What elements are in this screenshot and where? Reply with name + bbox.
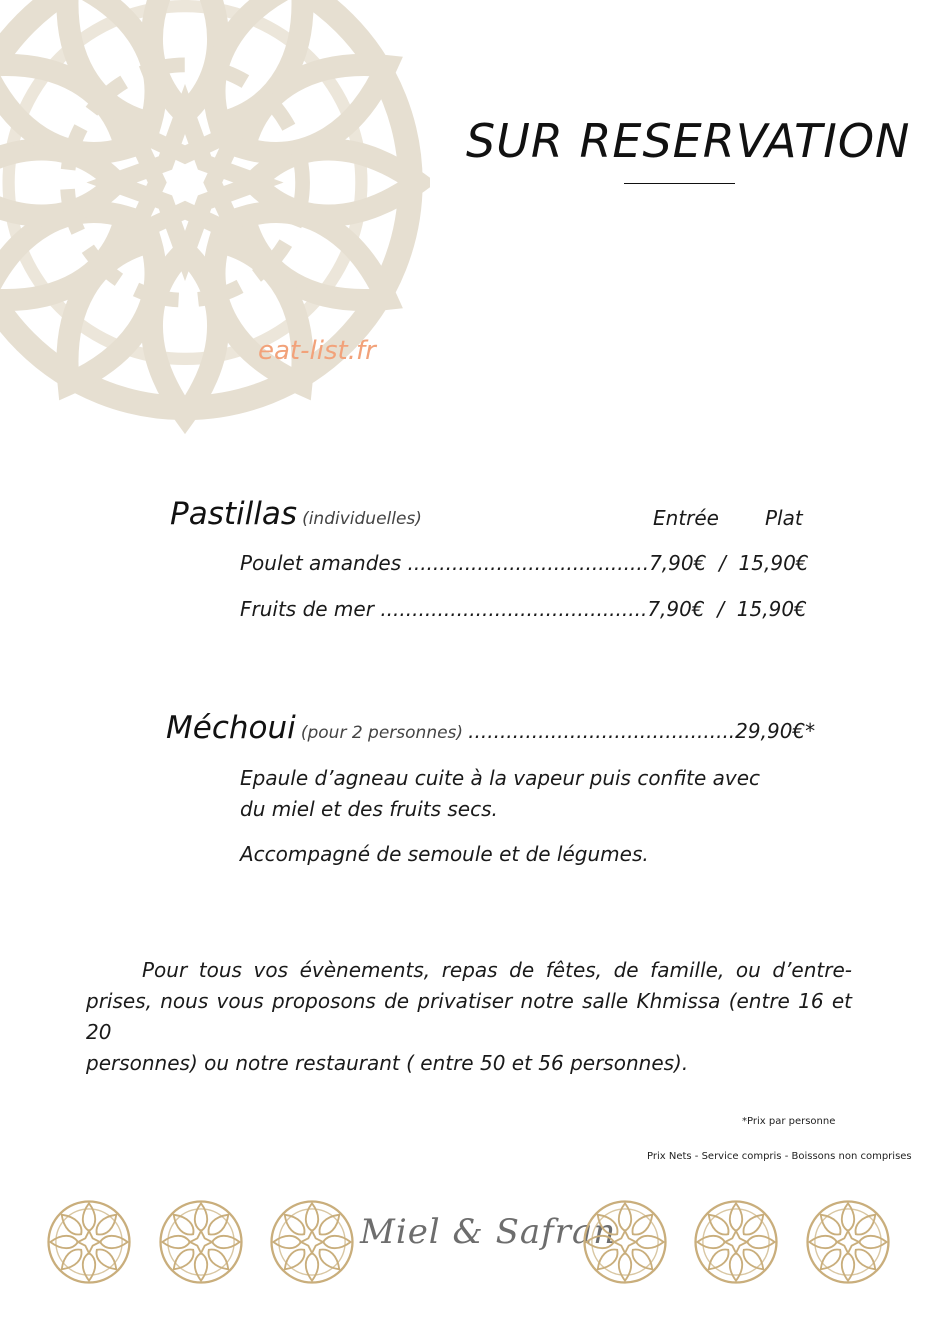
pastillas-note: (individuelles) <box>302 509 422 529</box>
column-plat-label: Plat <box>765 506 803 530</box>
item-leader-dots: ...................................... <box>407 551 650 575</box>
price-separator: / <box>717 597 725 621</box>
terms-note: Prix Nets - Service compris - Boissons non comprises <box>647 1151 912 1162</box>
mechoui-leader-dots: .......................................... <box>468 719 736 743</box>
footer-rosette-icon <box>690 1196 782 1288</box>
mechoui-heading <box>166 710 815 746</box>
item-name: Fruits de mer <box>240 597 374 621</box>
mechoui-price: 29,90€* <box>735 719 816 743</box>
item-price-plat: 15,90€ <box>738 551 809 575</box>
pastillas-heading <box>170 496 422 532</box>
column-entree-label: Entrée <box>653 506 719 530</box>
events-line-3: personnes) ou notre restaurant ( entre 50 et 56 personnes). <box>86 1051 689 1075</box>
footer-rosette-icon <box>579 1196 671 1288</box>
item-price-entree: 7,90€ <box>649 551 707 575</box>
brand-signature: Miel & Safran <box>360 1212 617 1252</box>
page-title: SUR RESERVATION <box>466 114 911 168</box>
item-price-plat: 15,90€ <box>736 597 807 621</box>
menu-item-fruits-de-mer <box>240 597 807 621</box>
mechoui-title: Méchoui <box>166 710 296 746</box>
watermark-text: eat-list.fr <box>258 336 376 366</box>
events-paragraph <box>86 955 852 1079</box>
item-name: Poulet amandes <box>240 551 402 575</box>
mechoui-desc-line-3: Accompagné de semoule et de légumes. <box>240 842 649 866</box>
mechoui-desc-line-1: Epaule d’agneau cuite à la vapeur puis confite avec <box>240 766 761 790</box>
menu-item-poulet-amandes <box>240 551 809 575</box>
footer-rosette-icon <box>43 1196 135 1288</box>
decorative-rosette <box>0 0 430 445</box>
footer-rosette-icon <box>266 1196 358 1288</box>
item-leader-dots: .......................................... <box>380 597 648 621</box>
title-underline <box>624 183 735 184</box>
mechoui-description <box>240 763 800 870</box>
item-price-entree: 7,90€ <box>647 597 705 621</box>
events-line-1: Pour tous vos évènements, repas de fêtes, de famille, ou d’entre- <box>142 958 852 982</box>
footer-rosette-icon <box>155 1196 247 1288</box>
price-note: *Prix par personne <box>742 1116 836 1127</box>
events-line-2: prises, nous vous proposons de privatiser notre salle Khmissa (entre 16 et 20 <box>86 989 852 1044</box>
mechoui-desc-line-2: du miel et des fruits secs. <box>240 797 498 821</box>
price-separator: / <box>719 551 726 575</box>
footer-rosette-icon <box>802 1196 894 1288</box>
mechoui-note: (pour 2 personnes) <box>300 723 464 743</box>
pastillas-title: Pastillas <box>170 496 297 532</box>
